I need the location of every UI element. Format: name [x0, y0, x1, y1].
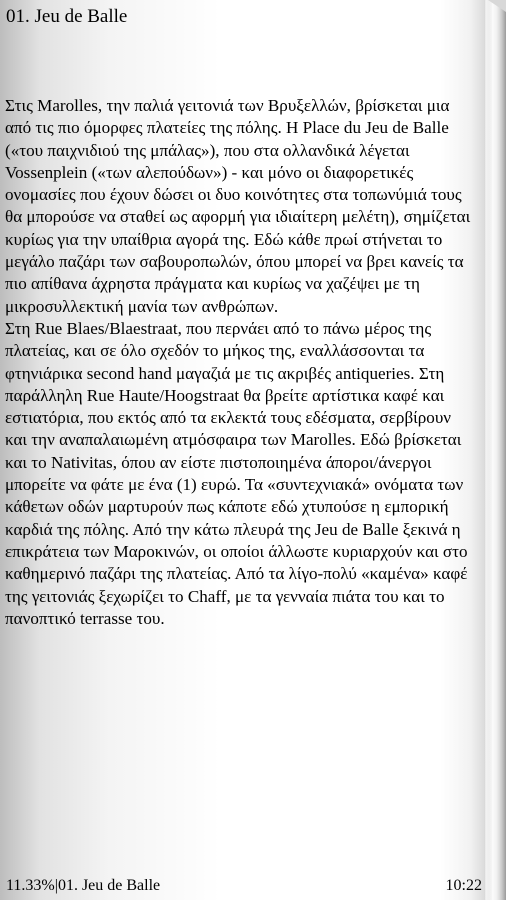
page-text[interactable]	[5, 95, 477, 630]
page-edge-shadow	[484, 0, 506, 900]
reading-progress: 11.33%|01. Jeu de Balle	[6, 877, 161, 894]
chapter-title: 01. Jeu de Balle	[6, 6, 128, 27]
page-corner	[488, 0, 506, 12]
clock: 10:22	[445, 877, 482, 894]
status-bar	[0, 875, 506, 897]
paragraph: Στις Marolles, την παλιά γειτονιά των Βρυξελλών, βρίσκεται μια από τις πιο όμορφες πλατείες της πόλης. Η Place du Jeu de Balle («του παιχνιδιού της μπάλας»), που στα ολλανδικά λέγεται Vossenplein («των αλεπούδων») - και μόνο οι διαφορετικές ονομασίες που έχουν δώσει οι δυο κοινότητες στα τοπωνύμιά τους θα μπορούσε να σταθεί ως αφορμή για ιδιαίτερη μελέτη), σημίζεται κυρίως για την υπαίθρια αγορά της. Εδώ κάθε πρωί στήνεται το μεγάλο παζάρι των σαβουροπωλών, όπου μπορεί να βρει κανείς τα πιο απίθανα άχρηστα πράγματα και κυρίως να χαζέψει με τη μικροσυλλεκτική μανία των ανθρώπων.	[5, 96, 471, 316]
paragraph: Στη Rue Blaes/Blaestraat, που περνάει από το πάνω μέρος της πλατείας, και σε όλο σχεδόν το μήκος της, εναλλάσσονται τα φτηνιάρικα second hand μαγαζιά με τις ακριβές antiqueries. Στη παράλληλη Rue Haute/Hoogstraat θα βρείτε αρτίστικα καφέ και εστιατόρια, που εκτός από τα εκλεκτά τους εδέσματα, σερβίρουν και την αναπαλαιωμένη ατμόσφαιρα των Marolles. Εδώ βρίσκεται και το Nativitas, όπου αν είστε πιστοποιημένα άποροι/άνεργοι μπορείτε να φάτε με ένα (1) ευρώ. Τα «συντεχνιακά» ονόματα των κάθετων οδών μαρτυρούν πως κάποτε εδώ χτυπούσε η εμπορική καρδιά της πόλης. Από την κάτω πλευρά της Jeu de Balle ξεκινά η επικράτεια των Μαροκινών, οι οποίοι άλλωστε κυριαρχούν και στο καθημερινό παζάρι της πλατείας. Από τα λίγο-πολύ «καμένα» καφέ της γειτονιάς ξεχωρίζει το Chaff, με τα γενναία πιάτα του και το πανοπτικό terrasse του.	[5, 318, 468, 628]
